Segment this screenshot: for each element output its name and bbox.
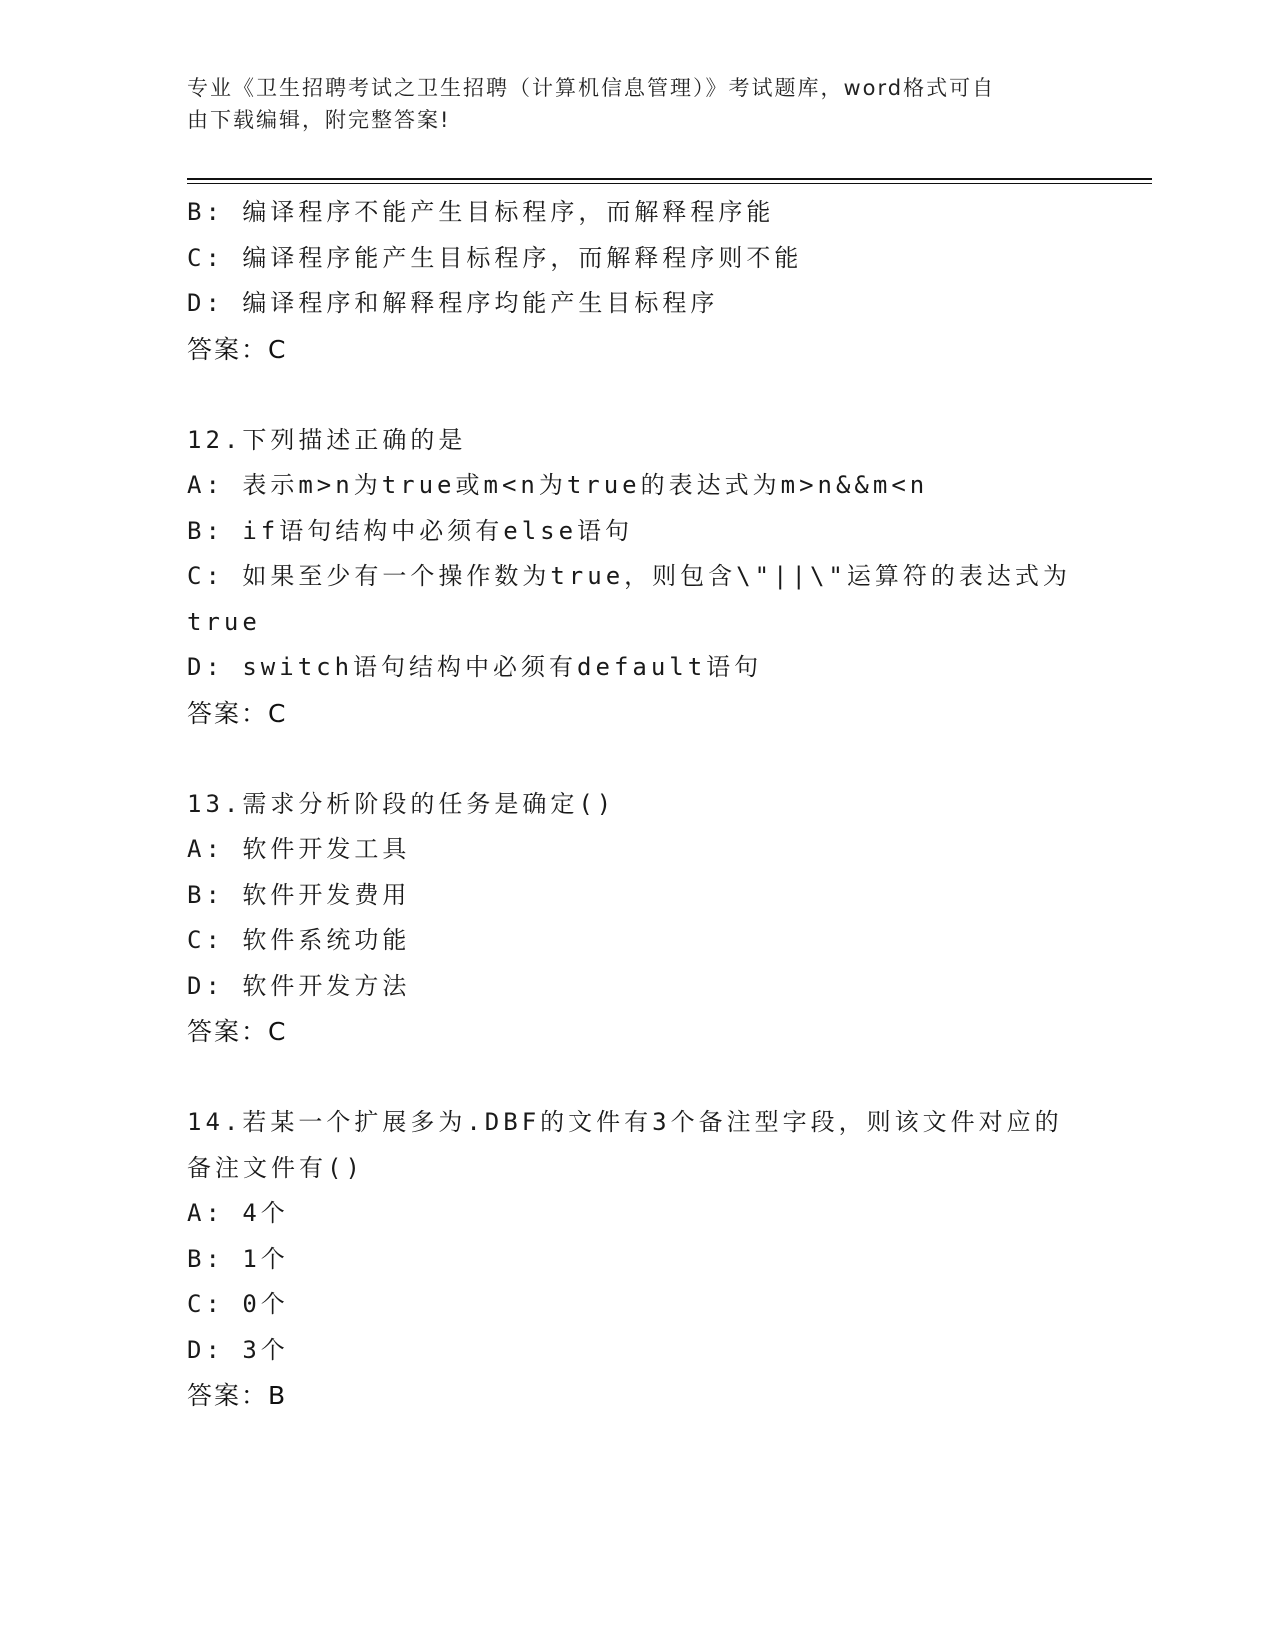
q12-option-b: B: if语句结构中必须有else语句 [187, 516, 634, 545]
q12-option-c-line-1: C: 如果至少有一个操作数为true，则包含\"||\"运算符的表达式为 [187, 562, 1071, 590]
question-13 [187, 782, 1117, 1055]
q12-stem: 12.下列描述正确的是 [187, 425, 467, 454]
q11-option-d: D: 编译程序和解释程序均能产生目标程序 [187, 289, 719, 317]
q11-option-b: B: 编译程序不能产生目标程序，而解释程序能 [187, 198, 775, 226]
q13-option-a: A: 软件开发工具 [187, 835, 411, 863]
header-divider-thick [187, 178, 1152, 180]
question-12 [187, 418, 1117, 737]
q14-stem-line-1: 14.若某一个扩展多为.DBF的文件有3个备注型字段，则该文件对应的 [187, 1108, 1063, 1136]
q11-answer: 答案：C [187, 334, 288, 364]
spacer [187, 736, 1117, 782]
q14-option-b: B: 1个 [187, 1244, 289, 1273]
q14-option-a: A: 4个 [187, 1199, 289, 1227]
q12-option-d: D: switch语句结构中必须有default语句 [187, 653, 763, 681]
q14-option-d: D: 3个 [187, 1335, 289, 1364]
q13-option-b: B: 软件开发费用 [187, 880, 411, 909]
q13-option-d: D: 软件开发方法 [187, 971, 411, 1000]
spacer [187, 1055, 1117, 1101]
q13-stem: 13.需求分析阶段的任务是确定() [187, 789, 616, 818]
spacer [187, 372, 1117, 418]
question-14 [187, 1100, 1117, 1419]
header-line-1: 专业《卫生招聘考试之卫生招聘（计算机信息管理）》考试题库，word格式可自 [187, 76, 996, 100]
question-11 [187, 190, 1117, 372]
q14-stem-line-2: 备注文件有() [187, 1153, 364, 1182]
q13-option-c: C: 软件系统功能 [187, 926, 411, 954]
q12-option-a: A: 表示m>n为true或m<n为true的表达式为m>n&&m<n [187, 471, 929, 499]
header-line-2: 由下载编辑，附完整答案! [187, 108, 451, 132]
q12-answer: 答案：C [187, 698, 288, 728]
header-divider-thin [187, 183, 1152, 184]
q12-option-c-line-2: true [187, 607, 261, 636]
q11-option-c: C: 编译程序能产生目标程序，而解释程序则不能 [187, 243, 803, 272]
q14-option-c: C: 0个 [187, 1290, 289, 1318]
question-content [187, 190, 1117, 1419]
q13-answer: 答案：C [187, 1017, 288, 1046]
q14-answer: 答案：B [187, 1381, 288, 1410]
document-header [187, 72, 1087, 136]
